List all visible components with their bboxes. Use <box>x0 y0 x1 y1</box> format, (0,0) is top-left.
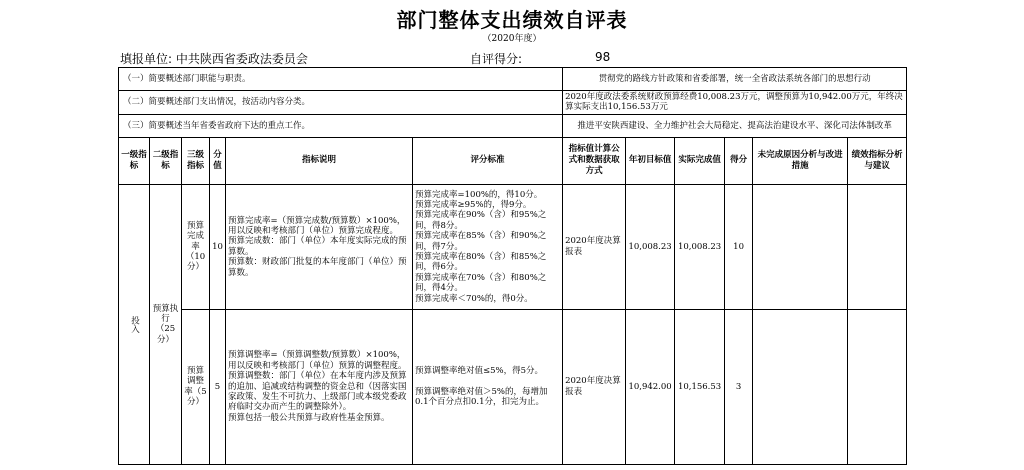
header-level2: 二级指标 <box>150 137 182 184</box>
reason-cell <box>753 184 848 309</box>
criteria-cell: 预算调整率绝对值≤5%，得5分。 预算调整率绝对值＞5%的，每增加0.1个百分点扣0.1分，扣完为止。 <box>413 309 563 464</box>
initial-cell: 10,008.23 <box>626 184 675 309</box>
reporting-unit: 填报单位: 中共陕西省委政法委员会 <box>120 52 308 66</box>
summary-label: （一）简要概述部门职能与职责。 <box>119 68 563 91</box>
weight-cell: 5 <box>210 309 226 464</box>
reason-cell <box>753 309 848 464</box>
weight-cell: 10 <box>210 184 226 309</box>
summary-text: 推进平安陕西建设、全力维护社会大局稳定、提高法治建设水平、深化司法体制改革 <box>563 114 907 137</box>
evaluation-table <box>118 67 907 465</box>
summary-row-1 <box>119 68 907 91</box>
score-cell: 10 <box>725 184 753 309</box>
header-weight: 分值 <box>210 137 226 184</box>
header-level3: 三级指标 <box>182 137 210 184</box>
formula-cell: 2020年度决算报表 <box>563 184 626 309</box>
level1-cell <box>119 184 150 464</box>
table-row <box>119 309 907 464</box>
level2-cell: 预算执行（25分） <box>150 184 182 464</box>
header-initial: 年初目标值 <box>626 137 675 184</box>
header-desc: 指标说明 <box>226 137 413 184</box>
header-level1: 一级指标 <box>119 137 150 184</box>
actual-cell: 10,008.23 <box>675 184 725 309</box>
criteria-cell: 预算完成率=100%的，得10分。 预算完成率≥95%的，得9分。 预算完成率在90%（含）和95%之间，得8分。 预算完成率在85%（含）和90%之间，得7分。 预算完成率在80%（含）和85%之间，得6分。 预算完成率在70%（含）和80%之间，得4分。 预算完成率＜70%的，得0分。 <box>413 184 563 309</box>
page-subtitle: （2020年度） <box>482 34 542 44</box>
score-value: 98 <box>595 50 611 64</box>
desc-cell: 预算完成率=（预算完成数/预算数）×100%，用以反映和考核部门（单位）预算完成程度。 预算完成数：部门（单位）本年度实际完成的预算数。 预算数：财政部门批复的本年度部门（单位）预算数。 <box>226 184 413 309</box>
formula-cell: 2020年度决算报表 <box>563 309 626 464</box>
score-label: 自评得分: <box>470 52 523 66</box>
advice-cell <box>848 184 907 309</box>
advice-cell <box>848 309 907 464</box>
header-formula: 指标值计算公式和数据获取方式 <box>563 137 626 184</box>
summary-text: 2020年度政法委系统财政预算经费10,008.23万元，调整预算为10,942.00万元，年终决算实际支出10,156.53万元 <box>563 91 907 115</box>
initial-cell: 10,942.00 <box>626 309 675 464</box>
actual-cell: 10,156.53 <box>675 309 725 464</box>
header-actual: 实际完成值 <box>675 137 725 184</box>
level3-cell: 预算调整率（5分） <box>182 309 210 464</box>
level3-cell: 预算完成率（10分） <box>182 184 210 309</box>
header-score: 得分 <box>725 137 753 184</box>
header-reason: 未完成原因分析与改进措施 <box>753 137 848 184</box>
header-advice: 绩效指标分析与建议 <box>848 137 907 184</box>
level1-text: 投入 <box>129 315 140 333</box>
summary-text: 贯彻党的路线方针政策和省委部署，统一全省政法系统各部门的思想行动 <box>563 68 907 91</box>
summary-row-3 <box>119 114 907 137</box>
table-header-row <box>119 137 907 184</box>
page-title: 部门整体支出绩效自评表 <box>396 8 628 32</box>
summary-label: （三）简要概述当年省委省政府下达的重点工作。 <box>119 114 563 137</box>
score-cell: 3 <box>725 309 753 464</box>
desc-cell: 预算调整率=（预算调整数/预算数）×100%，用以反映和考核部门（单位）预算的调整程度。 预算调整数：部门（单位）在本年度内涉及预算的追加、追减或结构调整的资金总和（因落实国家政策、发生不可抗力、上级部门或本级党委政府临时交办而产生的调整除外）。 预算包括一般公共预算与政府性基金预算。 <box>226 309 413 464</box>
summary-row-2 <box>119 91 907 115</box>
table-row <box>119 184 907 309</box>
summary-label: （二）简要概述部门支出情况，按活动内容分类。 <box>119 91 563 115</box>
header-criteria: 评分标准 <box>413 137 563 184</box>
